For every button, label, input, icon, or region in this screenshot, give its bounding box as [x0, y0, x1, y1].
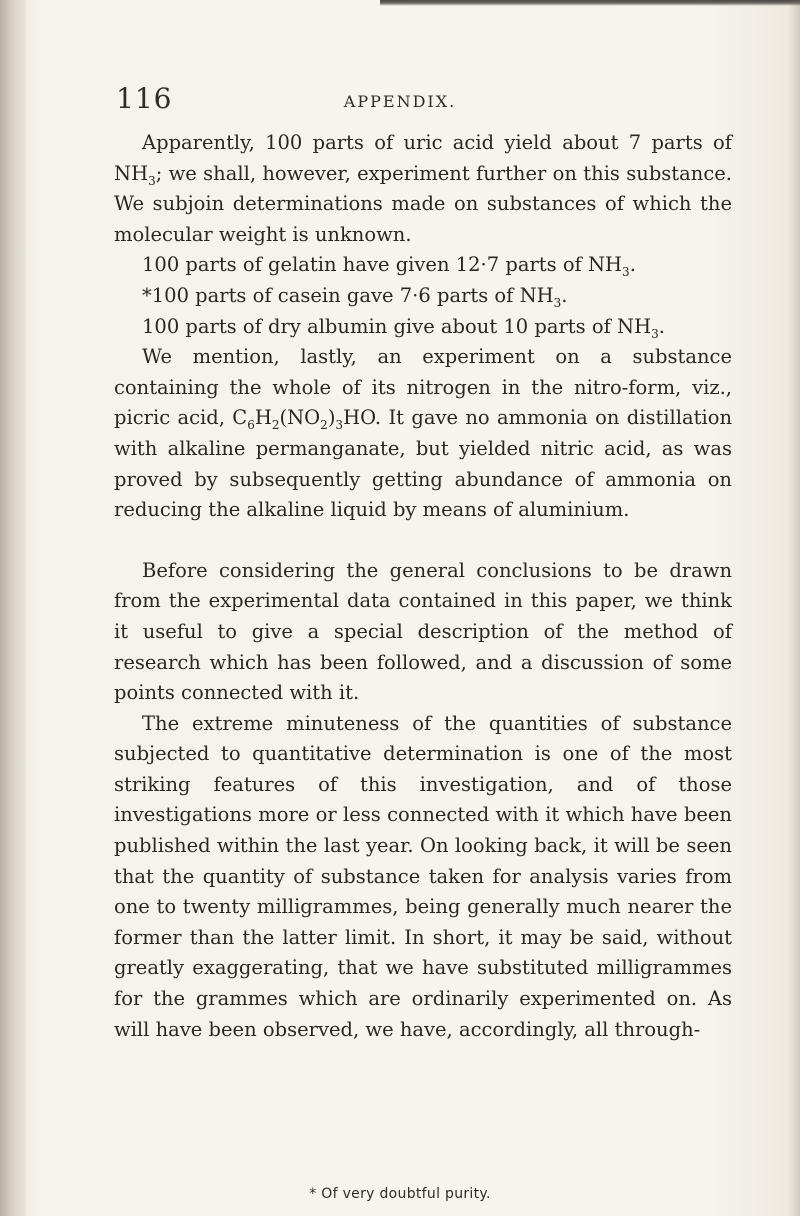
paragraph-general-conclusions: Before considering the general conclusions to be drawn from the experimental data contained in this paper, we think it useful to give a special description of the method of research which has been followed, and a discussion of some points connected with it.: [114, 558, 732, 705]
body-text: [114, 128, 732, 1045]
page-edge-shadow: [380, 0, 800, 6]
paragraph-casein: *100 parts of casein gave 7·6 parts of $NH_3$.: [142, 283, 568, 310]
footnote: * Of very doubtful purity.: [309, 1186, 491, 1202]
binding-gutter: [0, 0, 26, 1216]
running-head: APPENDIX.: [343, 92, 457, 111]
paragraph-uric-acid: Apparently, 100 parts of uric acid yield about 7 parts of $NH_3$; we shall, however, experiment further on this substance. We subjoin determinations made on substances of which the molecular weight is unknown.: [114, 131, 732, 246]
page-number: 116: [116, 82, 173, 115]
paragraph-albumin: 100 parts of dry albumin give about 10 parts of $NH_3$.: [142, 314, 665, 341]
paragraph-minuteness: The extreme minuteness of the quantities of substance subjected to quantitative determination is one of the most striking features of this investigation, and of those investigations more or less connected with it which have been published within the last year. On looking back, it will be seen that the quantity of substance taken for analysis varies from one to twenty milligrammes, being generally much nearer the former than the latter limit. In short, it may be said, without greatly exaggerating, that we have substituted milligrammes for the grammes which are ordinarily experimented on. As will have been observed, we have, accordingly, all through-: [114, 711, 732, 1041]
paragraph-picric-acid: We mention, lastly, an experiment on a substance containing the whole of its nitrogen in the nitro-form, viz., picric acid, $C_6H_2(NO_2)_3HO$. It gave no ammonia on distillation with alkaline permanganate, but yielded nitric acid, as was proved by subsequently getting abundance of ammonia on reducing the alkaline liquid by means of aluminium.: [114, 345, 733, 522]
page-right-edge: [788, 0, 800, 1216]
paragraph-gelatin: 100 parts of gelatin have given 12·7 parts of $NH_3$.: [142, 253, 636, 280]
